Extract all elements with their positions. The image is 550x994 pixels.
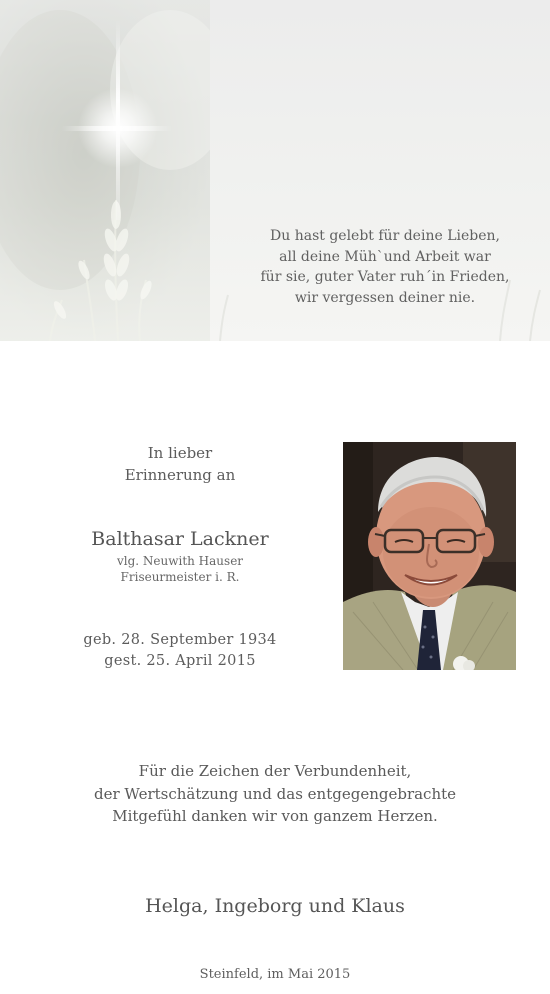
intro-text bbox=[100, 442, 260, 486]
thanks-line: der Wertschätzung und das entgegengebrachte bbox=[93, 784, 457, 803]
cross-wheat-image bbox=[0, 0, 210, 341]
verse-line: für sie, guter Vater ruh´in Frieden, bbox=[260, 269, 510, 285]
alias: vlg. Neuwith Hauser bbox=[116, 554, 244, 568]
thanks-line: Mitgefühl danken wir von ganzem Herzen. bbox=[112, 807, 438, 825]
image-haze bbox=[0, 0, 210, 341]
verse-line: all deine Müh`und Arbeit war bbox=[279, 248, 491, 265]
deceased-name: Balthasar Lackner bbox=[91, 528, 269, 550]
intro-line-1: In lieber bbox=[147, 444, 213, 462]
verse-block bbox=[260, 226, 510, 308]
thanks-line: Für die Zeichen der Verbundenheit, bbox=[138, 762, 412, 780]
death-date: gest. 25. April 2015 bbox=[104, 653, 256, 669]
intro-line-2: Erinnerung an bbox=[124, 466, 236, 484]
header-banner bbox=[0, 0, 550, 341]
birth-date: geb. 28. September 1934 bbox=[83, 632, 277, 648]
portrait-photo bbox=[343, 442, 516, 670]
portrait-illustration bbox=[343, 442, 516, 670]
thanks-block bbox=[60, 760, 490, 828]
dates-block bbox=[70, 630, 290, 672]
verse-line: Du hast gelebt für deine Lieben, bbox=[270, 228, 500, 244]
profession: Friseurmeister i. R. bbox=[120, 570, 240, 584]
family-names: Helga, Ingeborg und Klaus bbox=[145, 895, 405, 917]
verse-line: wir vergessen deiner nie. bbox=[294, 289, 476, 306]
place-date: Steinfeld, im Mai 2015 bbox=[199, 967, 351, 982]
